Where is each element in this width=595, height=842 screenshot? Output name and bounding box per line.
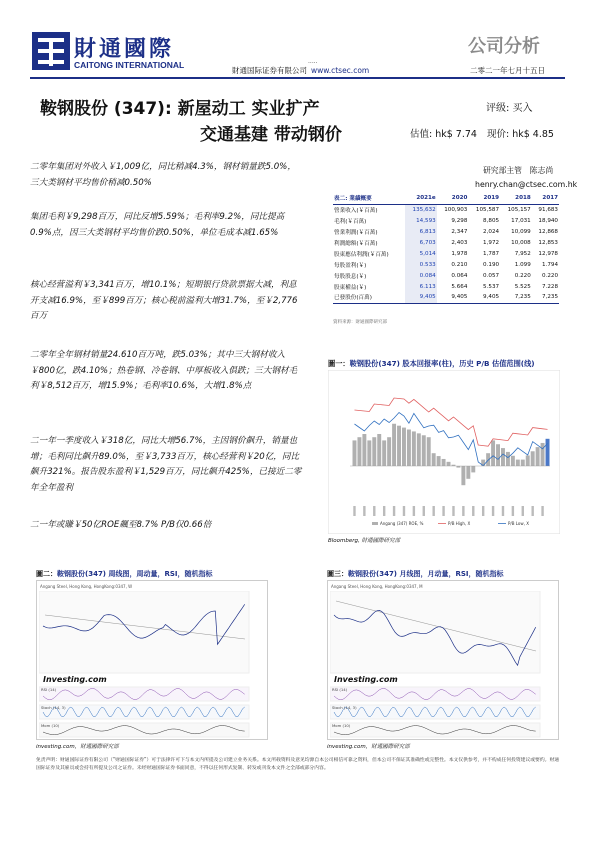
fig1-x-tick: [432, 506, 434, 516]
company-logo: [30, 30, 200, 72]
fig1-roe-bar: [432, 453, 436, 466]
table-cell: 1,978: [451, 250, 468, 257]
table-cell: 5.537: [483, 283, 500, 290]
fig1-roe-bar: [536, 447, 540, 466]
table-cell: 2,403: [451, 239, 468, 246]
table-cell: 1,787: [483, 250, 500, 257]
table-cell: 9,405: [405, 292, 437, 303]
fig1-x-tick: [423, 506, 425, 516]
company-name: 財通国际证券有限公司: [232, 66, 307, 75]
fig3-title: [327, 569, 503, 579]
fig2-rsi-panel: [39, 687, 249, 701]
fig2-rsi-label: RSI (14): [41, 687, 57, 692]
report-title-line2: 交通基建 带动钢价: [200, 125, 342, 145]
fig2-source: investing.com，財通國際研究部: [36, 744, 119, 750]
fig2-mom-label: Mom (10): [41, 723, 60, 728]
fig2-title-prefix: 圖二：: [36, 570, 57, 578]
fig1-roe-bar: [427, 437, 431, 466]
fig2-title: [36, 569, 212, 579]
fig1-roe-bar: [486, 453, 490, 466]
fig1-roe-bar: [531, 451, 535, 466]
table-row: [333, 270, 559, 281]
fig1-roe-bar: [367, 440, 371, 466]
table-cell: 0.210: [451, 261, 468, 268]
fig3-stoch-label: Stoch (14, 3): [332, 705, 357, 710]
fig1-x-tick: [442, 506, 444, 516]
table-cell: 0.057: [483, 272, 500, 279]
fig1-legend-swatch-roe: [372, 522, 378, 525]
table-cell: 2,024: [483, 228, 500, 235]
fig3-rsi-label: RSI (14): [332, 687, 348, 692]
fig1-roe-bar: [402, 428, 406, 466]
fig3-mom-panel: [330, 723, 540, 737]
table-row-label: 營業收入(￥百萬): [334, 207, 378, 214]
table-cell: 18,940: [538, 217, 558, 224]
table-row-label: 營業利潤(￥百萬): [334, 229, 378, 236]
fig1-x-tick: [413, 506, 415, 516]
fig3-investing-logo: Investing.com: [334, 675, 398, 684]
valuation: 估值: hk$ 7.74: [410, 129, 477, 140]
table-cell: 2018: [500, 193, 532, 204]
fig1-roe-bar: [471, 466, 475, 472]
fig1-roe-bar: [491, 440, 495, 466]
company-line: [232, 65, 369, 76]
company-website-link[interactable]: www.ctsec.com: [311, 66, 370, 75]
fig1-roe-bar: [372, 437, 376, 466]
fig1-roe-bar: [541, 443, 545, 466]
table-cell: 100,903: [444, 206, 468, 213]
table-cell: 0.064: [451, 272, 468, 279]
table-cell: 6,703: [405, 237, 437, 248]
fig1-title: [328, 359, 535, 369]
report-title-line1: 鞍钢股份 (347): 新屋动工 实业扩产: [40, 99, 320, 119]
table-cell: 5,014: [405, 248, 437, 259]
fig1-roe-bar: [437, 456, 441, 466]
fig3-price-area: [330, 591, 540, 673]
fig3-title-prefix: 圖三：: [327, 570, 348, 578]
table-row: [333, 226, 559, 237]
fig1-x-tick: [492, 506, 494, 516]
analyst-email[interactable]: henry.chan@ctsec.com.hk: [475, 180, 578, 189]
fig1-roe-bar: [422, 435, 426, 466]
table-cell: 2020: [437, 193, 469, 204]
bullet-4: 二零年全年钢材销量24.610百万吨，跌5.03%；其中三大钢材收入￥800亿，跌4.10%；热卷钢、冷卷钢、中厚板收入俱跌；三大钢材毛利￥8,512百万，增15.9%；毛利率10.6%，大增1.8%点: [30, 350, 298, 391]
fig1-title-text: 鞍钢股份(347) 股本回报率(柱)，历史 P/B 估值范围(线): [349, 359, 535, 368]
table-cell: 1,972: [483, 239, 500, 246]
fig1-x-tick: [452, 506, 454, 516]
table-cell: 14,593: [405, 215, 437, 226]
table-cell: 0.084: [405, 270, 437, 281]
fig1-roe-bar: [412, 431, 416, 466]
fig1-x-tick: [482, 506, 484, 516]
table-cell: 12,978: [538, 250, 558, 257]
fig1-roe-bar: [382, 440, 386, 466]
table-header-row: [333, 193, 559, 204]
table-row: [333, 237, 559, 248]
header-dots: .....: [308, 58, 318, 65]
table-cell: 0.220: [514, 272, 531, 279]
table-cell: 17,031: [511, 217, 531, 224]
table-cell: 105,587: [475, 206, 500, 213]
fig1-roe-bar: [501, 448, 505, 466]
fig2-price-area: [39, 591, 249, 673]
fig3-rsi-panel: [330, 687, 540, 701]
fig1-roe-bar: [353, 440, 357, 466]
bullet-3: 核心经营溢利￥3,341百万，增10.1%；短期银行贷款票据大减，利息开支减16.9%，至￥899百万；核心税前溢利大增31.7%，至￥2,776百万: [30, 280, 298, 321]
fig1-roe-bar: [526, 455, 530, 466]
fig1-title-prefix: 圖一：: [328, 359, 350, 368]
table-cell: 2017: [532, 193, 559, 204]
analyst-name: 研究部主管 陈志尚: [483, 166, 554, 175]
table-cell: 0.220: [541, 272, 558, 279]
table-row-label: 每股盈利(￥): [334, 262, 367, 269]
fig1-x-tick: [531, 506, 533, 516]
fig1-roe-bar: [466, 466, 470, 479]
bullet-5: 二一年一季度收入￥318亿，同比大增56.7%，主因钢价飙升，销量也增；毛利同比飙升89.0%，至￥3,733百万，核心经营利￥20亿，同比飙升321%。报告股东盈利￥1,529百万，同比飙升425%，已接近二零年全年盈利: [30, 436, 302, 493]
table-cell: 91,683: [538, 206, 558, 213]
current-price: 现价: hk$ 4.85: [486, 129, 554, 140]
table-cell: 9,405: [437, 292, 469, 303]
fig1-x-tick: [472, 506, 474, 516]
fig1-roe-bar: [392, 424, 396, 466]
fig1-roe-bar: [546, 439, 550, 466]
bullet-6: 二一年或賺￥50亿ROE飆至8.7% P/B仅0.66倍: [30, 520, 212, 530]
table-cell: 105,157: [507, 206, 531, 213]
table-cell: 9,405: [468, 292, 500, 303]
fig3-monthly-chart: [327, 580, 559, 740]
fig1-roe-bar: [397, 426, 401, 466]
table-cell: 8,805: [483, 217, 500, 224]
table-cell: 1.099: [514, 261, 531, 268]
table-cell: 2,347: [451, 228, 468, 235]
table-cell: 7.228: [541, 283, 558, 290]
fig1-roe-bar: [461, 466, 465, 485]
table-cell: 0.533: [405, 259, 437, 270]
fig3-chart-header: Angang Steel, Hong Kong, HongKong:0347, M: [331, 584, 423, 589]
fig1-x-tick: [502, 506, 504, 516]
fig1-roe-bar: [506, 452, 510, 466]
fig3-chart-svg: [330, 591, 556, 739]
fig1-x-tick: [403, 506, 405, 516]
fig1-roe-bar: [447, 462, 451, 466]
table-row: [333, 204, 559, 215]
fig1-x-tick: [541, 506, 543, 516]
fig2-weekly-chart: [36, 580, 268, 740]
bullet-2: 集团毛利￥9,298百万，同比反增5.59%；毛利率9.2%，同比提高0.9%点，因三大类钢材平均售价跌0.50%，单位毛成本减1.65%: [30, 212, 285, 238]
table-cell: 1.794: [541, 261, 558, 268]
fig2-mom-panel: [39, 723, 249, 737]
table-cell: 2021e: [405, 193, 437, 204]
table-cell: 6,813: [405, 226, 437, 237]
table-row-label: 表二: 業績概要: [333, 193, 405, 204]
results-summary-table: [333, 193, 559, 304]
fig1-roe-bar: [516, 460, 520, 466]
fig1-roe-bar: [511, 456, 515, 466]
header-divider: [30, 77, 565, 79]
table-cell: 12,868: [538, 228, 558, 235]
table-row: [333, 248, 559, 259]
fig1-x-tick: [383, 506, 385, 516]
fig2-chart-svg: [39, 591, 265, 739]
fig1-x-tick: [512, 506, 514, 516]
fig1-roe-bar: [357, 437, 361, 466]
table-cell: 2019: [468, 193, 500, 204]
table-cell: 12,853: [538, 239, 558, 246]
table-row: [333, 292, 559, 303]
fig1-x-tick: [363, 506, 365, 516]
price-line: [410, 126, 564, 140]
table-cell: 7,952: [514, 250, 531, 257]
report-date: 二零二一年七月十五日: [470, 66, 545, 75]
fig2-investing-logo: Investing.com: [43, 675, 107, 684]
fig1-legend-low: P/B Low, X: [508, 521, 529, 526]
table-cell: 0.190: [483, 261, 500, 268]
fig1-roe-bar: [407, 430, 411, 466]
table-row: [333, 281, 559, 292]
table-cell: 6.113: [405, 281, 437, 292]
fig1-roe-bar: [377, 434, 381, 466]
table-row-label: 每股股息(￥): [334, 273, 367, 280]
fig1-roe-bar: [362, 434, 366, 466]
table-cell: 9,298: [451, 217, 468, 224]
fig1-roe-bar: [442, 459, 446, 466]
table-cell: 7,235: [532, 292, 559, 303]
fig1-legend-high: P/B High, X: [448, 521, 471, 526]
fig3-source: investing.com，財通國際研究部: [327, 744, 410, 750]
table-row-label: 股東權益(￥): [334, 284, 367, 291]
fig2-title-text: 鞍钢股份(347) 周线图，周动量，RSI，随机指标: [57, 570, 213, 578]
fig1-legend-roe: Angang (347) ROE, %: [380, 521, 424, 526]
fig1-x-tick: [393, 506, 395, 516]
fig1-roe-bar: [387, 437, 391, 466]
table-row: [333, 215, 559, 226]
logo-en-text: CAITONG INTERNATIONAL: [74, 60, 185, 70]
fig1-roe-bar: [456, 466, 460, 468]
fig3-title-text: 鞍钢股份(347) 月线图，月动量，RSI，随机指标: [348, 570, 504, 578]
fig1-roe-bar: [496, 444, 500, 466]
fig1-roe-pb-chart: [328, 370, 560, 534]
fig2-stoch-label: Stoch (14, 3): [41, 705, 66, 710]
rating: 评级: 买入: [486, 103, 533, 114]
fig1-roe-bar: [521, 460, 525, 466]
fig1-x-tick: [462, 506, 464, 516]
fig1-source: Bloomberg, 財通國際研究部: [328, 538, 401, 544]
table-cell: 7,235: [500, 292, 532, 303]
fig3-mom-label: Mom (10): [332, 723, 351, 728]
table-note: 資料來源：財通國際研究部: [333, 320, 387, 325]
doc-type: 公司分析: [468, 36, 540, 57]
fig1-x-tick: [522, 506, 524, 516]
fig2-chart-header: Angang Steel, Hong Kong, HongKong:0347, W: [40, 584, 133, 589]
table-cell: 5.525: [514, 283, 531, 290]
table-cell: 10,008: [511, 239, 531, 246]
table-cell: 135,632: [405, 204, 437, 215]
bullet-1: 二零年集团对外收入￥1,009亿，同比稍减4.3%，钢材销量跌5.0%，三大类钢材平均售价稍减0.50%: [30, 162, 296, 188]
table-cell: 10,099: [511, 228, 531, 235]
fig1-x-tick: [373, 506, 375, 516]
logo-mark-icon: [30, 30, 72, 72]
table-row-label: 利潤總額(￥百萬): [334, 240, 378, 247]
table-row: [333, 259, 559, 270]
fig1-x-tick: [353, 506, 355, 516]
table-row-label: 已發股份(百萬): [333, 292, 405, 303]
logo-cn-text: 財通國際: [74, 36, 175, 62]
fig1-roe-bar: [417, 433, 421, 466]
table-row-label: 股東應佔利潤(￥百萬): [334, 251, 389, 258]
table-row-label: 毛利(￥百萬): [334, 218, 367, 225]
table-cell: 5.664: [451, 283, 468, 290]
disclaimer: 免责声明：财通国际证券有限公司（“财通国际证券”）可于法律许可下与本文内所提及公司建立业务关系。本文所载资料及意见均源自本公司相信可靠之资料，但本公司不保证其准确性或完整性。本文仅供参考，并不构成任何投资建议或要约。财通国际证券及其雇员或会持有所提及公司之证券。未经财通国际证券书面同意，不得以任何形式复制、转发或刊发本文件之全部或部分内容。: [36, 758, 560, 771]
